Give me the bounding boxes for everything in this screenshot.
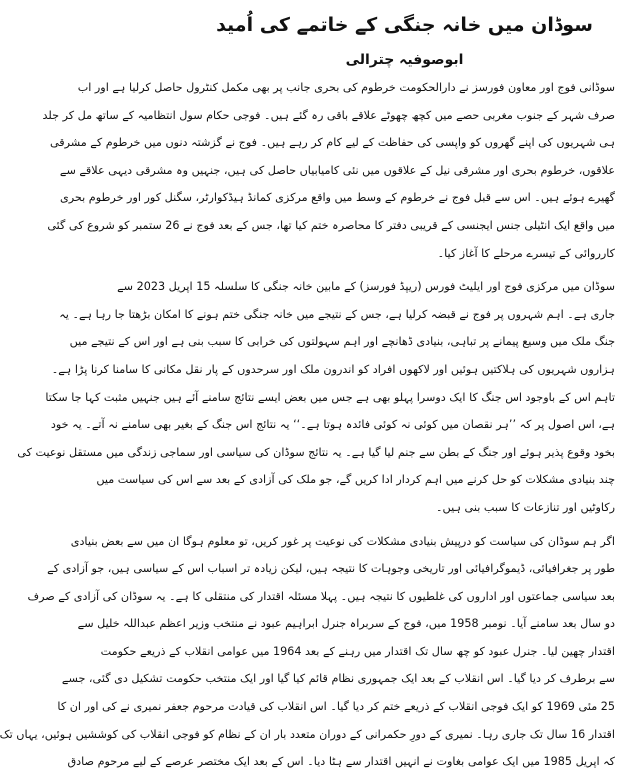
text-line: اقتدار 16 سال تک جاری رہا۔ نمیری کے دورِ حکمرانی کے دوران متعدد بار ان کے نظام کو فوجی انقلاب کی کوششیں ہوئیں، یہاں تک	[0, 727, 615, 741]
paragraph	[0, 528, 615, 776]
text-line: دو سال بعد سامنے آیا۔ نومبر 1958 میں، فوج کے سربراہ جنرل ابراہیم عبود نے منتخب وزیر اعظم عبداللہ خلیل سے	[77, 617, 615, 631]
article-title: سوڈان میں خانہ جنگی کے خاتمے کی اُمید	[216, 14, 593, 36]
text-line: چند بنیادی مشکلات کو حل کرنے میں اہم کردار ادا کریں گے، جو ملک کی آزادی کے بعد سے اس کی سیاست میں	[96, 473, 615, 487]
text-line: جنگ ملک میں وسیع پیمانے پر تباہی، بنیادی ڈھانچے اور اہم سہولتوں کی خرابی کا سبب بنی ہے اور اس کے نتیجے میں	[69, 335, 615, 349]
text-line: کہ اپریل 1985 میں ایک عوامی بغاوت نے انہیں اقتدار سے ہٹا دیا۔ اس کے بعد ایک مختصر عرصے کے لیے مرحوم صادق	[67, 755, 615, 769]
article-body	[0, 74, 615, 776]
text-line: 25 مئی 1969 کو ایک فوجی انقلاب کے ذریعے ختم کر دیا گیا۔ اس انقلاب کی قیادت مرحوم جعفر نمیری نے کی اور ان کا	[57, 700, 615, 714]
text-line: تاہم اس کے باوجود اس جنگ کا ایک دوسرا پہلو بھی ہے جس میں بعض ایسے نتائج سامنے آئے ہیں جنہیں مثبت کہا جا سکتا	[45, 390, 615, 404]
text-line: گھیرے ہوئے ہیں۔ اس سے قبل فوج نے خرطوم کے وسط میں واقع مرکزی کمانڈ ہیڈکوارٹر، سگنل کور اور خرطوم بحری	[59, 191, 615, 205]
text-line: ہے، اس اصول پر کہ ’’ہر نقصان میں کوئی نہ کوئی فائدہ ہوتا ہے۔‘‘ یہ نتائج اس جنگ کے بغیر بھی سامنے نہ آتے۔ یہ خود	[50, 418, 615, 432]
article-author: ابوصوفیہ چترالی	[345, 52, 464, 68]
text-line: علاقوں، خرطوم بحری اور مشرقی نیل کے علاقوں میں نئی کامیابیاں حاصل کی ہیں، جنہیں وہ مشرقی دیہی علاقے سے	[59, 163, 615, 177]
text-line: کارروائی کے تیسرے مرحلے کا آغاز کیا۔	[437, 246, 615, 260]
text-line: جاری ہے۔ اہم شہروں پر فوج نے قبضہ کرلیا ہے، جس کے نتیجے میں خانہ جنگی ختم ہونے کا امکان بڑھتا جا رہا ہے۔ یہ	[59, 307, 615, 321]
text-line: طور پر جغرافیائی، ڈیموگرافیائی اور تاریخی وجوہات کا نتیجہ ہیں، لیکن زیادہ تر اسباب اس کے سیاسی ہیں، جو آزادی کے	[47, 562, 615, 576]
text-line: اقتدار چھین لیا۔ جنرل عبود کو چھ سال تک اقتدار میں رہنے کے بعد 1964 میں عوامی انقلاب کے ذریعے حکومت	[100, 644, 615, 658]
paragraph	[42, 74, 615, 267]
text-line: رکاوٹیں اور تنازعات کا سبب بنی ہیں۔	[436, 500, 615, 514]
text-line: سے برطرف کر دیا گیا۔ اس انقلاب کے بعد ایک جمہوری نظام قائم کیا گیا اور ایک منتخب حکومت تشکیل دی گئی، جسے	[61, 672, 615, 686]
text-line: ہی شہریوں کی اپنے گھروں کو واپسی کی حفاظت کے لیے کام کر رہے ہیں۔ فوج نے گزشتہ دنوں میں خرطوم کے مشرقی	[49, 136, 615, 150]
text-line: بعد سیاسی جماعتوں اور اداروں کی غلطیوں کا نتیجہ ہیں۔ پہلا مسئلہ اقتدار کی منتقلی کا ہے۔ یہ سوڈان کی آزادی کے صرف	[27, 589, 615, 603]
text-line: ہزاروں شہریوں کی ہلاکتیں ہوئیں اور لاکھوں افراد کو اندرون ملک اور سرحدوں کے پار نقل مکانی کا سامنا کرنا پڑا ہے۔	[51, 362, 615, 376]
text-line: سوڈانی فوج اور معاون فورسز نے دارالحکومت خرطوم کی بحری جانب پر بھی مکمل کنٹرول حاصل کرلیا ہے اور اب	[77, 81, 615, 94]
text-line: اگر ہم سوڈان کی سیاست کو درپیش بنیادی مشکلات کی نوعیت پر غور کریں، تو معلوم ہوگا ان میں سے بعض بنیادی	[70, 534, 615, 548]
text-line: صرف شہر کے جنوب مغربی حصے میں کچھ چھوٹے علاقے باقی رہ گئے ہیں۔ فوجی حکام سول انتظامیہ کے ساتھ مل کر جلد	[42, 108, 615, 122]
paragraph	[17, 273, 615, 521]
text-line: سوڈان میں مرکزی فوج اور ایلیٹ فورس (ریپڈ فورسز) کے مابین خانہ جنگی کا سلسلہ 15 اپریل 2023 سے	[117, 280, 615, 294]
text-line: بخود وقوع پذیر ہوئے اور جنگ کے بطن سے جنم لیا گیا ہے۔ یہ نتائج سوڈان کی سیاسی اور سماجی زندگی میں مستقل نوعیت کی	[17, 445, 615, 459]
text-line: میں واقع ایک انٹیلی جنس ایجنسی کے قریبی دفتر کا محاصرہ ختم کیا تھا، جس کے بعد فوج نے 26 ستمبر کو شروع کی گئی	[47, 218, 615, 232]
